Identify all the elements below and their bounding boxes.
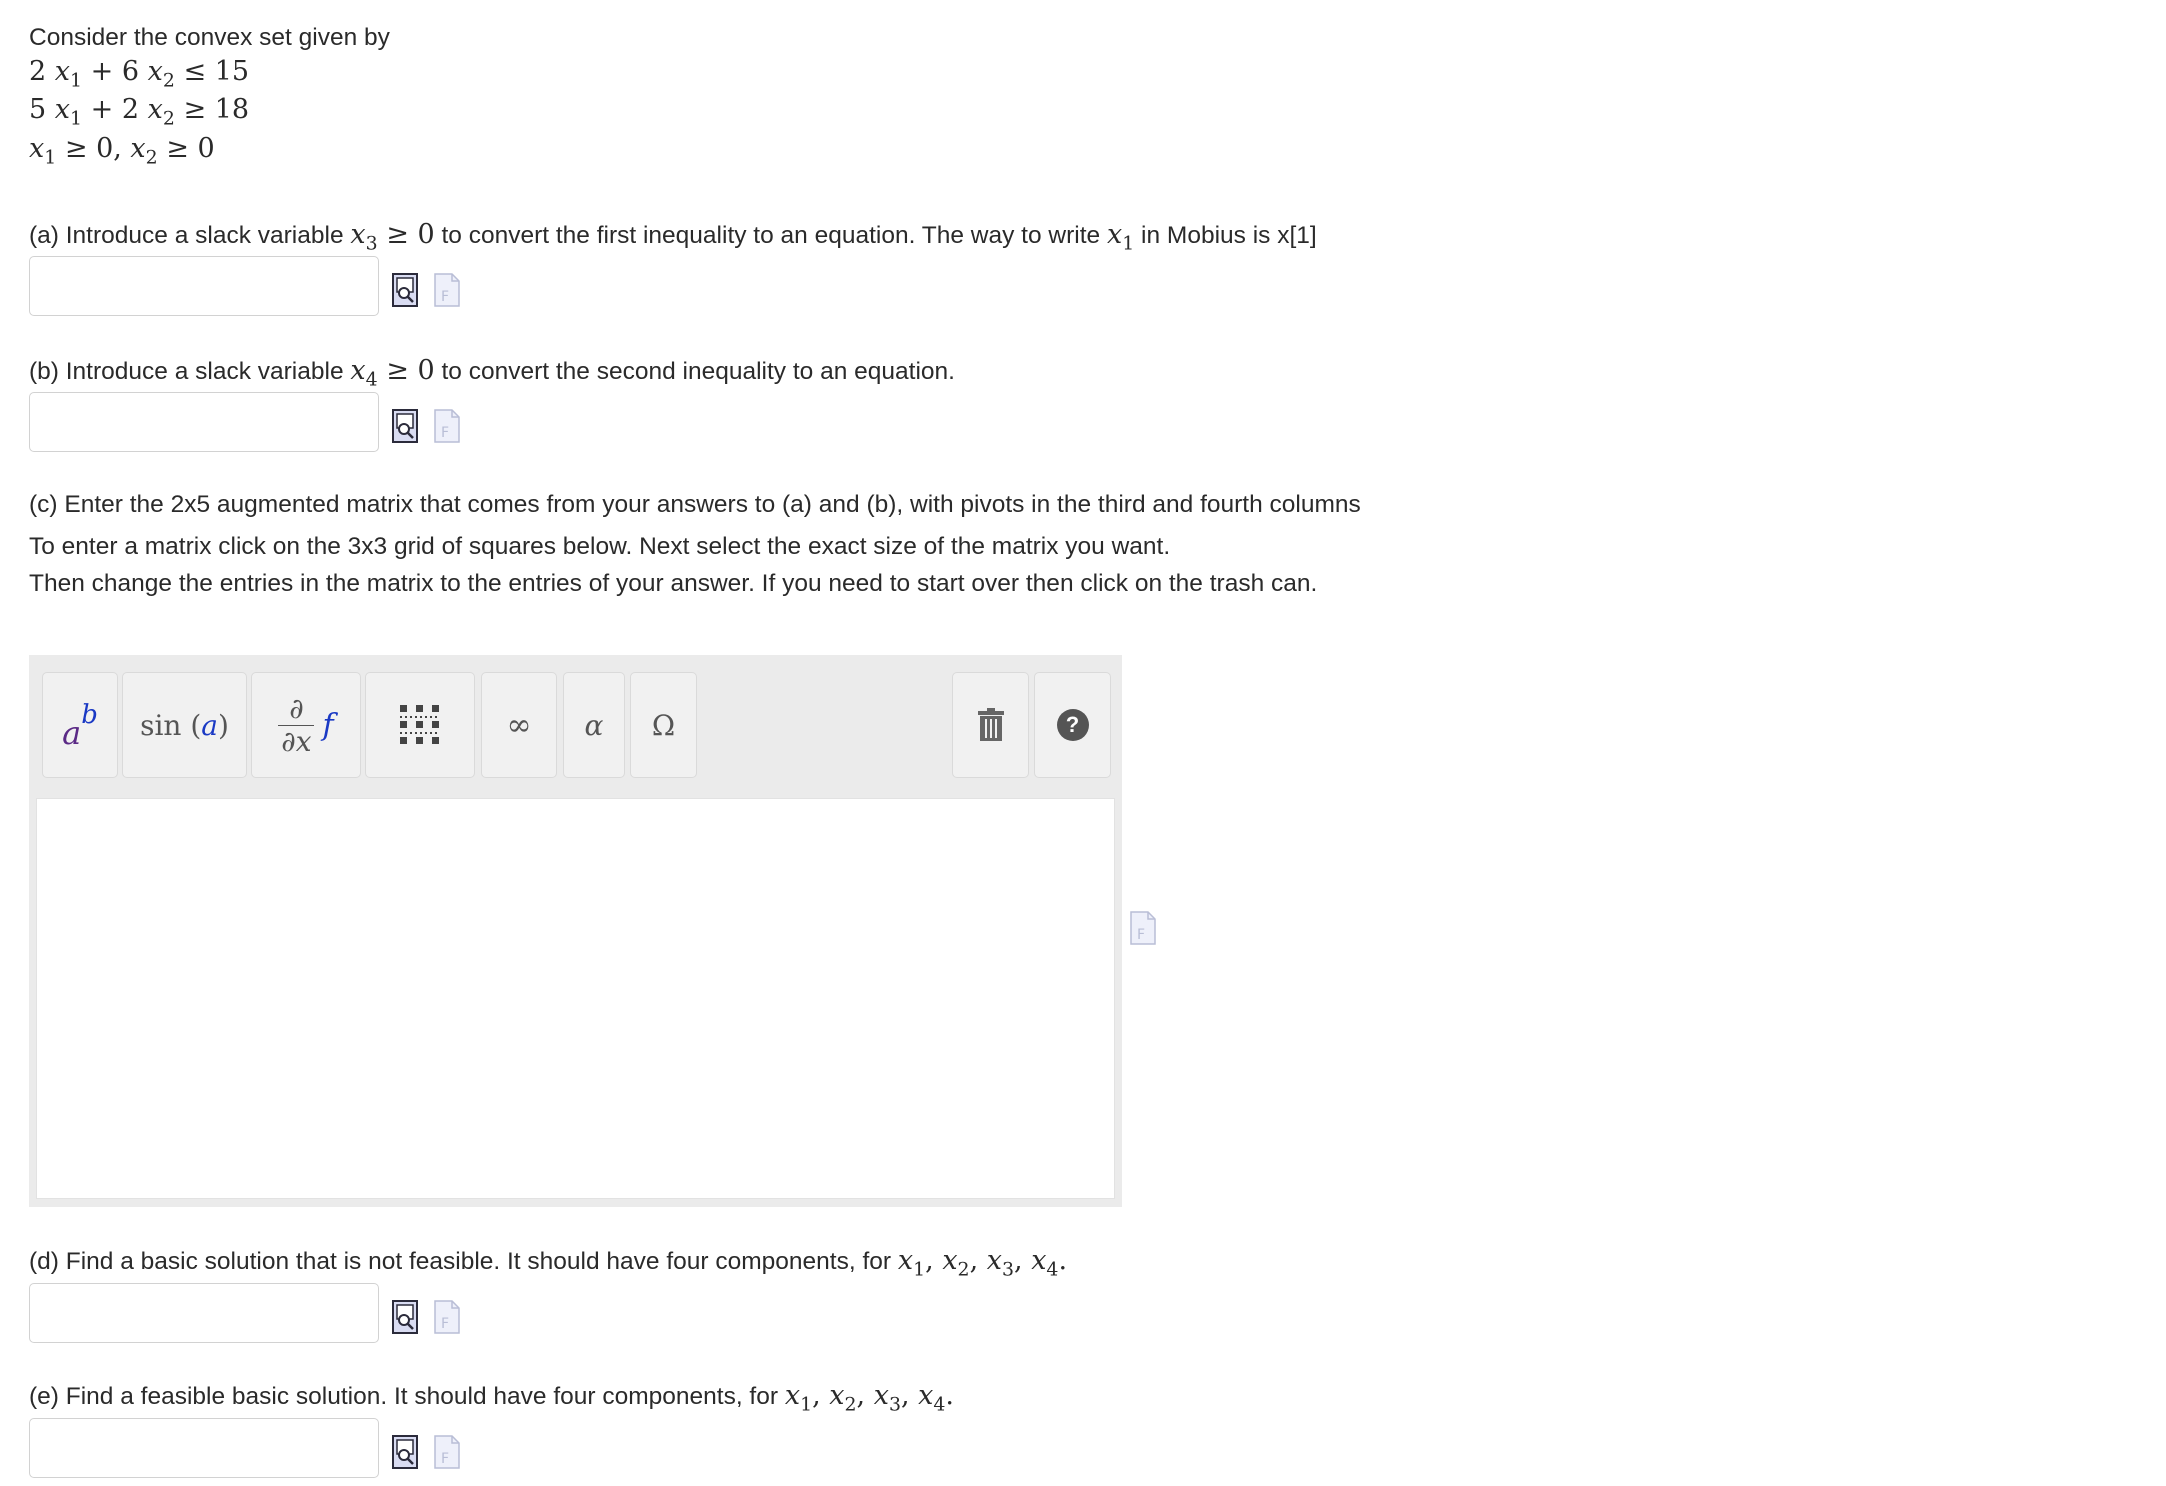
inequality-3: $x_1 \ge 0$, $x_2 \ge 0$	[29, 133, 215, 169]
math-editor-input[interactable]	[36, 798, 1115, 1199]
matrix-grid-icon	[398, 703, 442, 747]
document-icon[interactable]	[432, 271, 462, 309]
svg-text:F: F	[441, 1316, 450, 1332]
clear-button[interactable]	[952, 672, 1029, 778]
inequality-1: 2 $x_1 + 6$ $x_2 \le 15$	[29, 56, 250, 92]
part-a-prompt: (a) Introduce a slack variable $x_3 \ge 0$ to convert the first inequality to an equation. The way to write $x_1$ in Mobius is x[1]	[29, 219, 1317, 255]
help-button[interactable]	[1034, 672, 1111, 778]
part-b-answer-input[interactable]	[29, 392, 379, 452]
svg-text:F: F	[441, 289, 450, 305]
svg-text:F: F	[1137, 927, 1146, 943]
preview-icon[interactable]	[390, 1298, 420, 1336]
intro-text: Consider the convex set given by	[29, 24, 390, 51]
help-icon: ?	[1057, 709, 1089, 741]
inequality-2: 5 $x_1 + 2$ $x_2 \ge 18$	[29, 94, 250, 130]
preview-icon[interactable]	[390, 1433, 420, 1471]
svg-text:F: F	[441, 425, 450, 441]
document-icon[interactable]	[432, 1433, 462, 1471]
part-b-prompt: (b) Introduce a slack variable $x_4 \ge 0$ to convert the second inequality to an equation.	[29, 355, 955, 391]
document-icon[interactable]	[432, 407, 462, 445]
power-button[interactable]: a b	[42, 672, 118, 778]
part-e-prompt: (e) Find a feasible basic solution. It should have four components, for $x_1$, $x_2$, $x_3$, $x_4$.	[29, 1380, 955, 1416]
trash-icon	[976, 707, 1006, 743]
document-icon[interactable]	[432, 1298, 462, 1336]
infinity-button[interactable]: ∞	[481, 672, 557, 778]
math-editor-toolbar	[29, 655, 1122, 795]
part-d-prompt: (d) Find a basic solution that is not feasible. It should have four components, for $x_1$, $x_2$, $x_3$, $x_4$.	[29, 1245, 1068, 1281]
part-c-line-1: (c) Enter the 2x5 augmented matrix that comes from your answers to (a) and (b), with pivots in the third and fourth columns	[29, 491, 1361, 518]
function-button[interactable]: sin ( a )	[122, 672, 247, 778]
part-c-line-2: To enter a matrix click on the 3x3 grid of squares below. Next select the exact size of the matrix you want.	[29, 533, 1171, 560]
matrix-button[interactable]	[365, 672, 475, 778]
derivative-button[interactable]: ∂ ∂x f	[251, 672, 361, 778]
part-a-answer-input[interactable]	[29, 256, 379, 316]
math-editor-frame	[29, 795, 1122, 1207]
preview-icon[interactable]	[390, 407, 420, 445]
document-icon[interactable]	[1128, 909, 1158, 947]
svg-text:F: F	[441, 1451, 450, 1467]
part-c-line-3: Then change the entries in the matrix to the entries of your answer. If you need to start over then click on the trash can.	[29, 570, 1318, 597]
symbols-button[interactable]: Ω	[630, 672, 697, 778]
part-d-answer-input[interactable]	[29, 1283, 379, 1343]
preview-icon[interactable]	[390, 271, 420, 309]
part-e-answer-input[interactable]	[29, 1418, 379, 1478]
greek-letters-button[interactable]: α	[563, 672, 625, 778]
